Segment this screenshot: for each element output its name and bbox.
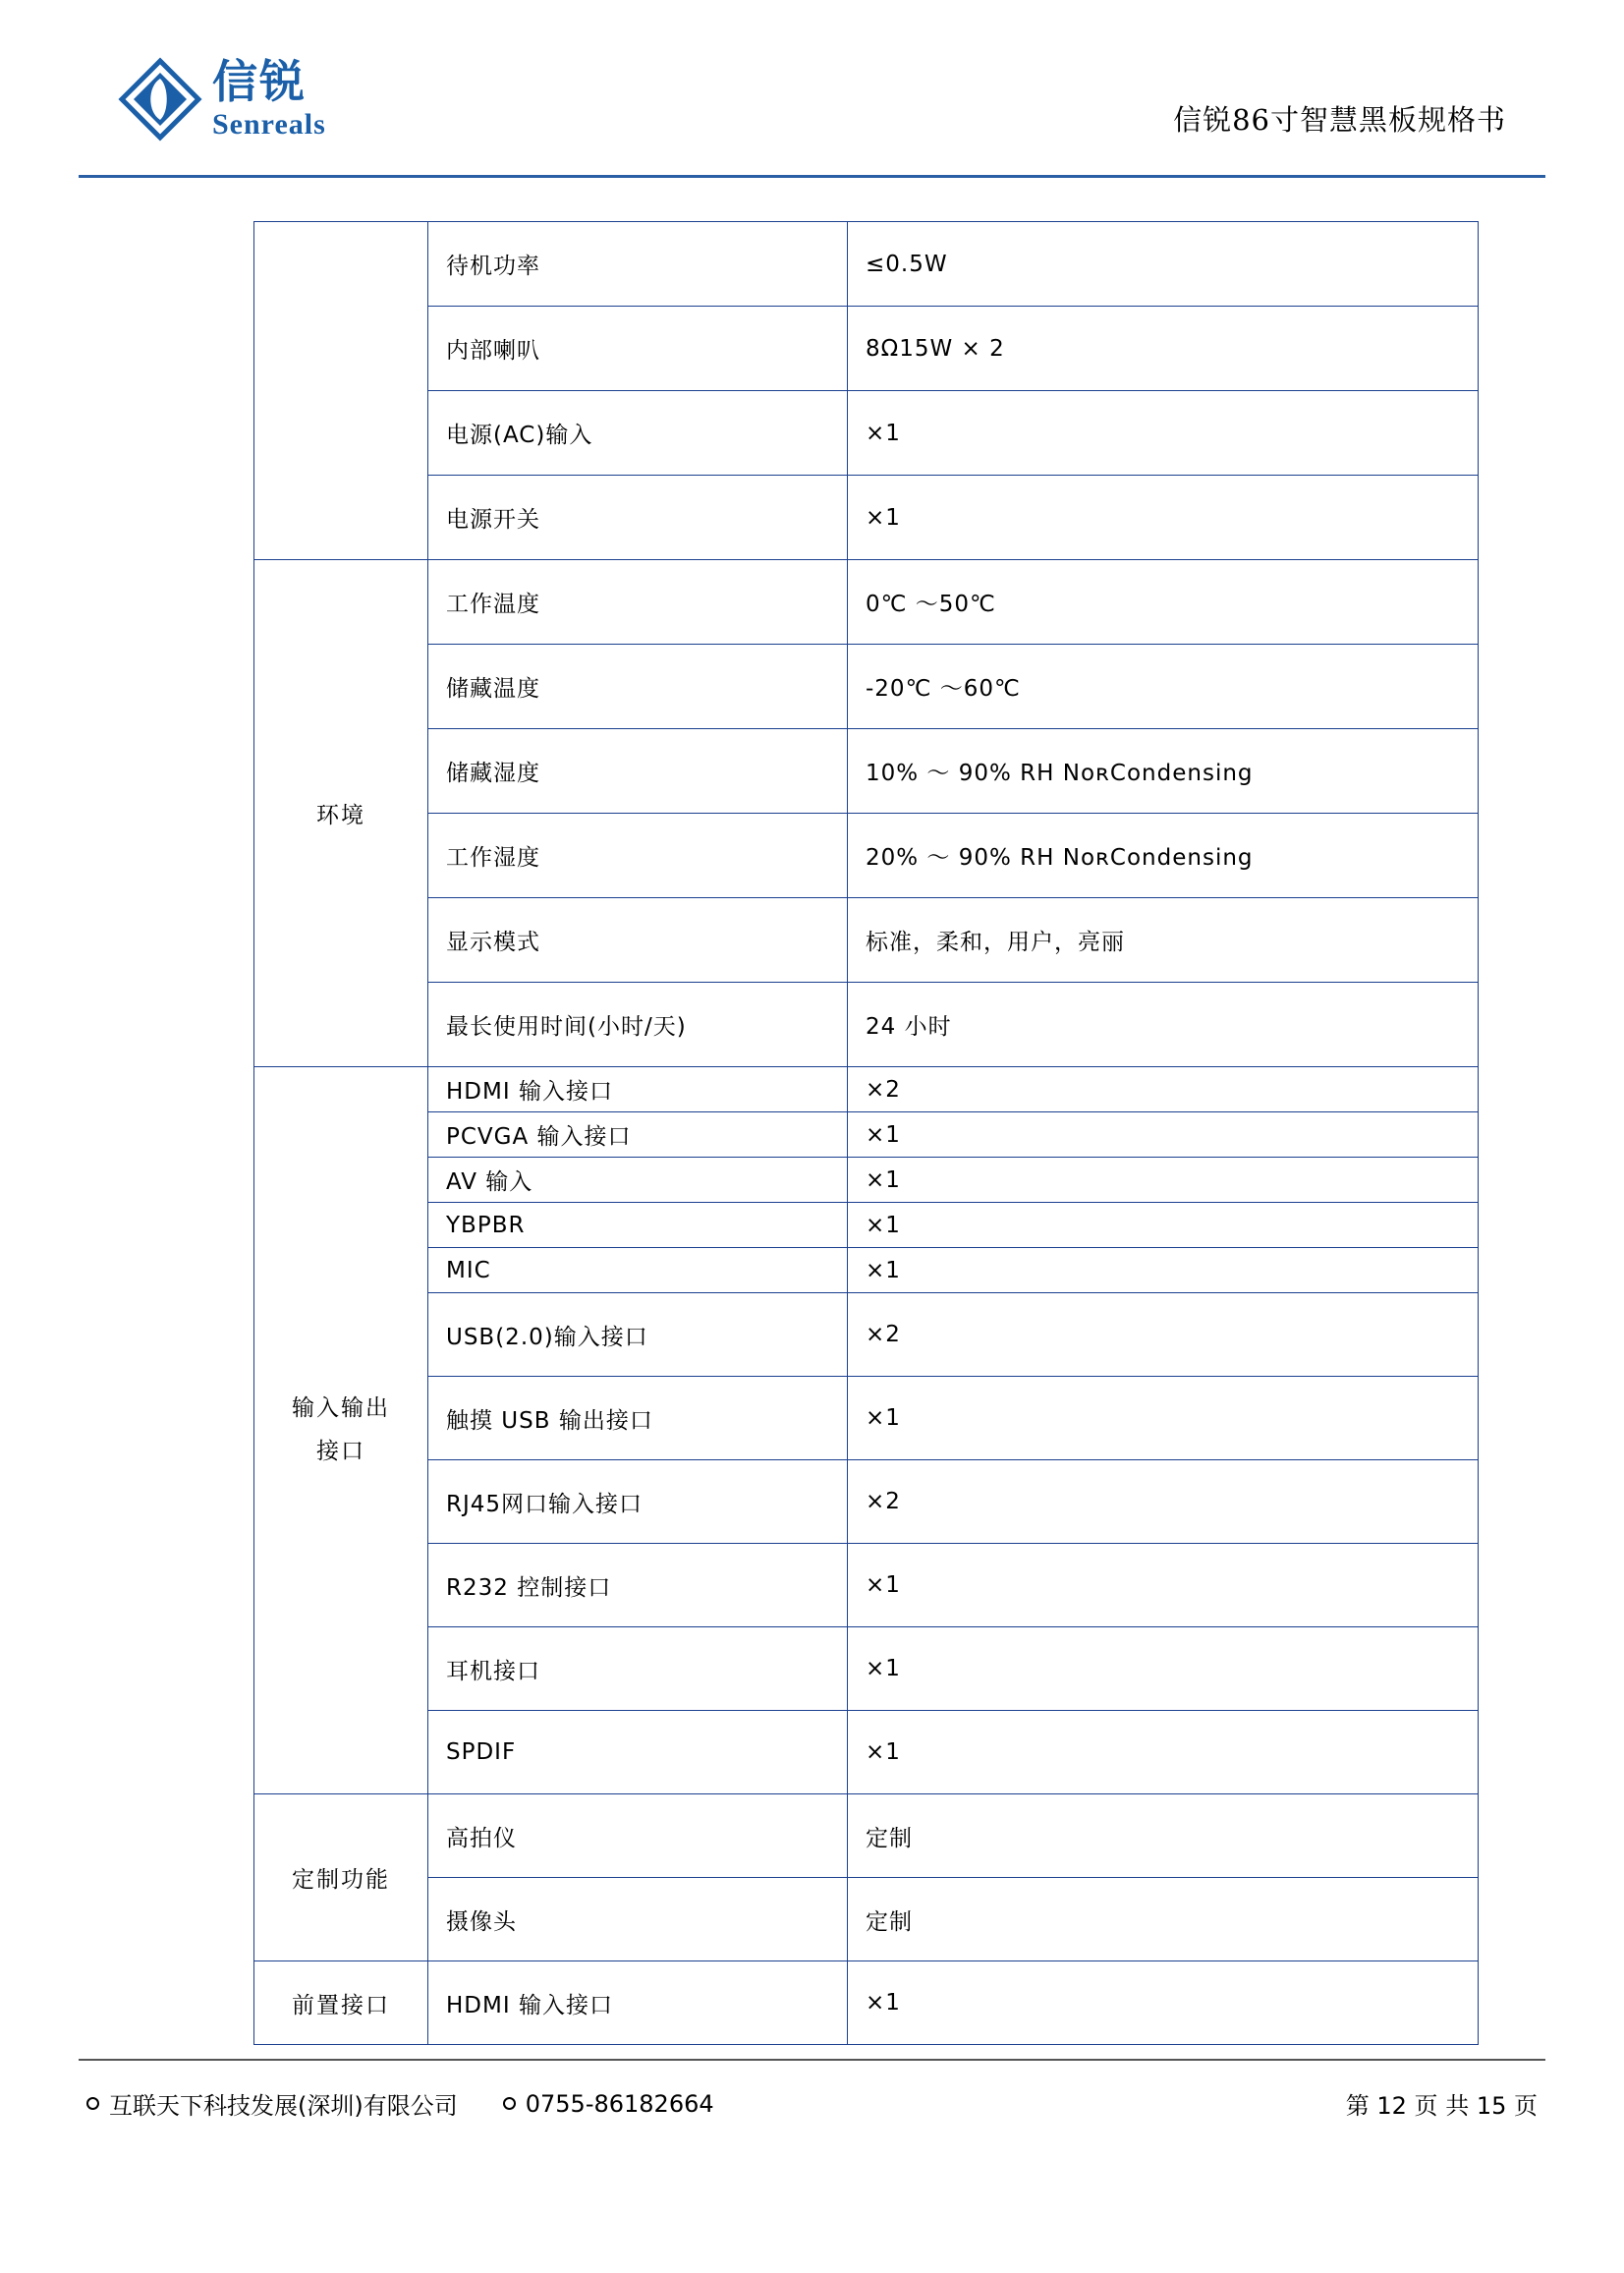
category-line: 输入输出 [292,1394,390,1421]
item-cell: 摄像头 [428,1878,848,1961]
spec-table [253,221,1479,2045]
item-cell: 工作湿度 [428,814,848,898]
table-row [254,898,1479,983]
value-cell: 标准，柔和，用户，亮丽 [848,898,1479,983]
item-cell: 触摸 USB 输出接口 [428,1377,848,1460]
item-cell: 待机功率 [428,222,848,307]
table-row [254,1203,1479,1248]
table-row [254,1158,1479,1203]
page-footer [0,2078,1624,2137]
item-cell: USB(2.0)输入接口 [428,1293,848,1377]
category-line: 接口 [316,1438,365,1464]
table-row [254,983,1479,1067]
value-cell: 24 小时 [848,983,1479,1067]
item-cell: AV 输入 [428,1158,848,1203]
table-row [254,391,1479,476]
item-cell: 高拍仪 [428,1794,848,1878]
circle-bullet-icon [503,2097,516,2110]
table-row [254,1961,1479,2045]
table-row [254,222,1479,307]
item-cell: SPDIF [428,1711,848,1794]
circle-bullet-icon [86,2097,99,2110]
table-row [254,814,1479,898]
table-row [254,1248,1479,1293]
item-cell: HDMI 输入接口 [428,1961,848,2045]
category-cell-custom: 定制功能 [254,1794,428,1961]
senreals-logo-icon [118,57,202,142]
item-cell: 内部喇叭 [428,307,848,391]
item-cell: 最长使用时间(小时/天) [428,983,848,1067]
brand-name-cn: 信锐 [212,55,307,108]
item-cell: HDMI 输入接口 [428,1067,848,1112]
category-cell [254,222,428,560]
value-cell: ×1 [848,1377,1479,1460]
category-cell-environment: 环境 [254,560,428,1067]
value-cell: ×2 [848,1293,1479,1377]
table-row [254,645,1479,729]
item-cell: 耳机接口 [428,1627,848,1711]
value-cell: ×1 [848,1158,1479,1203]
table-row [254,1627,1479,1711]
header-divider [79,175,1545,178]
spec-table-body [254,222,1479,2045]
item-cell: 电源(AC)输入 [428,391,848,476]
footer-left-block [86,2086,714,2121]
value-cell: 8Ω15W × 2 [848,307,1479,391]
brand-name-en: Senreals [212,108,326,141]
category-cell-io [254,1067,428,1794]
footer-phone: 0755-86182664 [525,2089,714,2118]
footer-divider [79,2059,1545,2061]
table-row [254,1794,1479,1878]
value-cell: ×1 [848,1112,1479,1158]
table-row [254,1460,1479,1544]
item-cell: PCVGA 输入接口 [428,1112,848,1158]
value-cell: 20% ～ 90% RH NoʀCondensing [848,814,1479,898]
value-cell: ×1 [848,1544,1479,1627]
value-cell: 0℃ ～50℃ [848,560,1479,645]
value-cell: ×1 [848,476,1479,560]
table-row [254,1293,1479,1377]
item-cell: 显示模式 [428,898,848,983]
table-row [254,729,1479,814]
value-cell: 定制 [848,1794,1479,1878]
table-row [254,1711,1479,1794]
page-header [0,39,1624,177]
table-row [254,1067,1479,1112]
brand-logo [118,57,326,142]
item-cell: RJ45网口输入接口 [428,1460,848,1544]
value-cell: ≤0.5W [848,222,1479,307]
table-row [254,1112,1479,1158]
value-cell: -20℃ ～60℃ [848,645,1479,729]
table-row [254,307,1479,391]
category-cell-front-port: 前置接口 [254,1961,428,2045]
value-cell: ×1 [848,1711,1479,1794]
item-cell: 储藏温度 [428,645,848,729]
item-cell: YBPBR [428,1203,848,1248]
value-cell: ×2 [848,1067,1479,1112]
item-cell: 电源开关 [428,476,848,560]
item-cell: MIC [428,1248,848,1293]
value-cell: ×2 [848,1460,1479,1544]
table-row [254,1377,1479,1460]
value-cell: ×1 [848,391,1479,476]
item-cell: R232 控制接口 [428,1544,848,1627]
footer-page-number: 第 12 页 共 15 页 [1345,2092,1538,2120]
value-cell: 10% ～ 90% RH NoʀCondensing [848,729,1479,814]
table-row [254,1544,1479,1627]
table-row [254,1878,1479,1961]
footer-phone-block [503,2090,714,2118]
value-cell: 定制 [848,1878,1479,1961]
table-row [254,560,1479,645]
item-cell: 储藏湿度 [428,729,848,814]
table-row [254,476,1479,560]
value-cell: ×1 [848,1203,1479,1248]
spec-table-wrapper [253,221,1369,2045]
footer-company: 互联天下科技发展(深圳)有限公司 [109,2092,458,2120]
value-cell: ×1 [848,1961,1479,2045]
brand-text [212,55,326,141]
document-title: 信锐86寸智慧黑板规格书 [1173,103,1506,137]
item-cell: 工作温度 [428,560,848,645]
value-cell: ×1 [848,1627,1479,1711]
value-cell: ×1 [848,1248,1479,1293]
